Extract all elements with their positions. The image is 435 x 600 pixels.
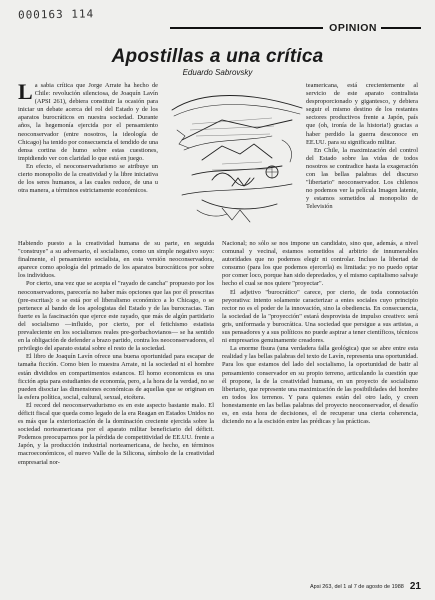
page-number: 21 [409,581,421,592]
paragraph: La enorme fisura (una verdadera falla geológica) que se abre entre esta realidad y las bellas palabras del texto de Lavín, representa una oportunidad. Para los que estamos del lado del socialismo, la oportunidad de batir al pensamiento conservador en su propio terreno, articulando la cuestión que él propone, la de la creatividad humana, en un proyecto de socialismo libertario, que represente una maximización de las posibilidades del hombre en todos los terrenos. Y para quienes están del otro lado, y creen honestamente en las bellas palabras del proyecto neoconservador, el desafío es, en esta hora de decisiones, el de recuperar una cierta coherencia, diciendo no a la escisión entre las prédicas y las prácticas. [222,345,418,426]
section-label: OPINION [323,22,381,34]
article-body [18,240,418,576]
paragraph [18,79,158,163]
paragraph: En efecto, el neoconservadurismo se atribuye un cierto monopolio de la creatividad y la libre iniciativa de los seres humanos, a las cuales reduce, de una u otra manera, a términos estrictamente económicos. [18,162,158,195]
paragraph: teamericana, está crecientemente al servicio de este aparato contralista desproporcionado y gigantesco, y debiera seguir el mismo destino de los restantes sectores productivos frente a Japón, país que (oh, ironía de la historia!) gracias a haber perdido la guerra desconoce en EE.UU. para su significado militar. [306,82,418,146]
column-right-top [306,82,418,212]
page-footer [310,581,421,592]
column-main-left [18,240,214,467]
paragraph: Habiendo puesto a la creatividad humana de su parte, en seguida "construye" a su adversario, el socialismo, como un simple negativo suyo: finalmente, el pensamiento socialista, en esta versión neoconservadora, aparece como apología del primado de los aparatos burocráticos por sobre los individuos. [18,240,214,280]
column-main-right [222,240,418,426]
section-header [170,22,421,34]
paragraph: Por cierto, una vez que se acepta el "rayado de cancha" propuesto por los neoconservadores, parecería no haber más opciones que las por él prescritas (pre-escritas): o se está por el liberalismo económico a lo Chicago, o se pertenece al bando de los apologistas del Estado y de las burocracias. Tan fuerte es la fascinación que ejerce este rayado, que más de algún partidario del socialismo —influido, por cierto, por el fetichismo estatista prevaleciente en los socialismos reales pre-gorbachovianos— se ha sentido en la obligación de defender a brazo partido, contra los neoconservadores, el privilegio del aparato estatal sobre el resto de la sociedad. [18,280,214,353]
paragraph: Nacional; no sólo se nos impone un candidato, sino que, además, a nivel comunal y vecinal, estamos sometidos al arbitrio de innumerables autoridades que no podemos elegir ni controlar. Incluso la libertad de consumo (para los que podemos ejercerla) es limitada: yo no puedo optar por comer loco, porque han sido depredados, y el mismo capitalismo salvaje hecho el cual se nos quiere "proyectar". [222,240,418,288]
section-rule-left [170,27,323,29]
issue-info: Apsi 263, del 1 al 7 de agosto de 1988 [309,583,404,590]
section-rule-right [381,27,421,29]
paragraph: El libro de Joaquín Lavín ofrece una buena oportunidad para escapar de tamaña ficción. Como bien lo muestra Arrate, ni la sociedad ni el hombre están divididos en compartimentos estancos. El homo economicus es una ficción apta para estudiantes de economía, pero, a la hora de la verdad, no se pueden disociar las dimensiones económicas de aquellas que se originan en la esfera política, social, cultural, sexual, etcétera. [18,353,214,401]
article-byline: Eduardo Sabrovsky [182,68,253,77]
article-title: Apostillas a una crítica [111,46,324,67]
paragraph: El adjetivo "burocrático" carece, por cierto, de toda connotación peyorativa: intento solamente caracterizar a entes sociales cuyo principio rector no es el poder de la innovación, sino la obediencia. En consecuencia, la sociedad de la "proyección" estará desprovista de impulso creativo: será gris, uniformada y burocrática. Una sociedad que persigue a sus artistas, a sus pensadores y a sus políticos no puede aspirar a tener científicos, técnicos ni empresarios genuinamente creadores. [222,288,418,345]
column-left-top [18,79,158,195]
paragraph: En Chile, la maximización del control del Estado sobre las vidas de todos nosotros se contradice hasta la exageración con las bellas palabras del discurso "libertario" neoconservador. Los chilenos no podemos ver la película Imagen latente, y estamos sometidos al monopolio de Televisión [306,146,418,211]
drop-cap: L [18,79,33,104]
handwritten-note: 000163 114 [17,7,95,22]
paragraph: El record del neoconservadurismo es en este aspecto bastante malo. El déficit fiscal que queda como legado de la era Reagan en Estados Unidos no es más que la exteriorización de la dominación creciente ejercida sobre la sociedad norteamericana por el aparato militar beneficiario del déficit. Podemos preocuparnos por la pérdida de competitividad de EE.UU. frente a Japón, y la producción industrial norteamericana, de hecho, en términos macroeconómicos, el nuevo Valle de la Silicona, símbolo de la creatividad empresarial nor- [18,401,214,466]
paragraph-text: a sabia crítica que Jorge Arrate ha hecho de Chile: revolución silenciosa, de Joaquín Lavín (APSI 261), debiera constituir la ocasión para iniciar un debate acerca del rol del Estado y de los aparatos burocráticos en nuestra sociedad. Durante años, la hegemonía ejercida por el pensamiento neoconservador (entre nosotros, la ideología de Chicago) ha tenido por consecuencia el tendido de una densa cortina de humo sobre estas cuestiones, impidiendo ver con claridad lo que está en juego. [18,82,158,162]
illustration-sketch [162,80,312,230]
